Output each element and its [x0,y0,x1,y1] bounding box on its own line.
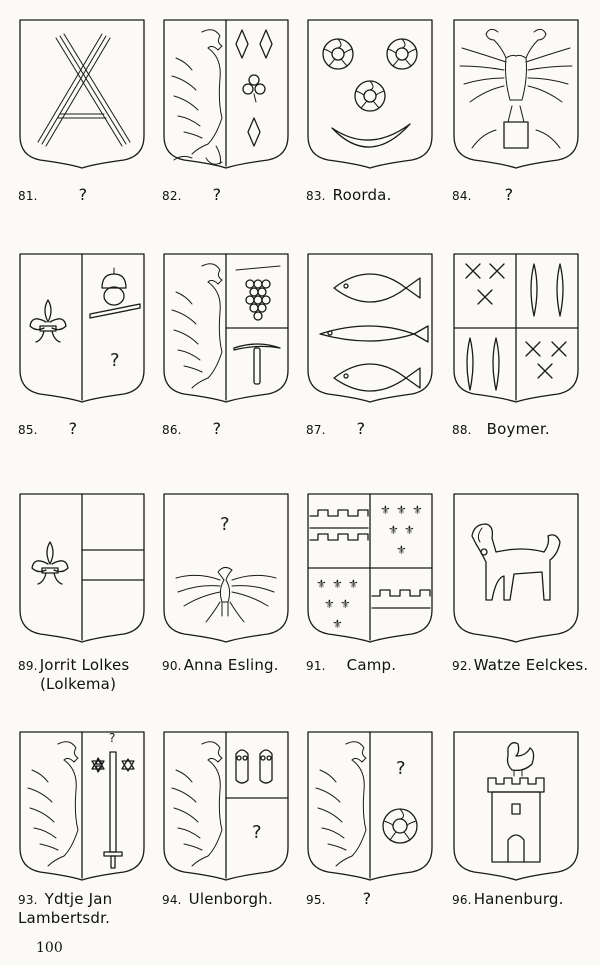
caption-82: 82. ? [162,185,222,204]
fleurs-q2 [380,503,423,557]
fleur-de-lis [32,542,68,584]
half-eagle [172,742,222,866]
fish-q3 [467,338,499,390]
shield-85 [18,252,146,402]
unknown-mark: ? [252,822,262,843]
unknown-mark: ? [110,350,120,371]
svg-text:⚜: ⚜ [412,503,423,517]
shield-92 [452,492,580,642]
shield-82 [162,18,290,168]
acorn-and-branch [90,268,140,318]
grapes [236,266,280,320]
caption-88: 88. Boymer. [452,420,550,438]
shield-96 [452,730,580,880]
shield-87 [306,252,434,402]
caption-84: 84. ? [452,185,514,204]
svg-text:⚜: ⚜ [332,617,343,631]
saltires-q4 [526,342,566,378]
crescent [332,124,410,147]
shield-86 [162,252,290,402]
lozenges-and-trefoil [236,30,272,146]
svg-text:⚜: ⚜ [396,543,407,557]
caption-90: 90. Anna Esling. [162,656,279,674]
svg-text:⚜: ⚜ [340,597,351,611]
shield-84 [452,18,580,168]
flatfish-top [334,274,420,302]
caption-91: 91. Camp. [306,656,397,674]
caption-83: 83. Roorda. [306,186,392,204]
half-eagle [172,264,222,388]
embattled-q4 [372,590,430,608]
shield-91 [306,492,434,642]
svg-text:⚜: ⚜ [380,503,391,517]
caption-81: 81. ? [18,185,88,204]
dog [472,524,560,600]
half-eagle [172,30,222,165]
shield-94 [162,730,290,880]
svg-text:⚜: ⚜ [316,577,327,591]
fleur-de-lis [30,300,66,342]
saltires-q1 [466,264,504,304]
caption-85: 85. ? [18,419,78,438]
caption-92: 92. Watze Eelckes. [452,656,589,674]
roses [323,39,417,111]
rose [383,809,417,843]
fleurs-q3 [316,577,359,631]
unknown-mark: ? [220,514,230,535]
caption-95: 95. ? [306,889,372,908]
shield-88 [452,252,580,402]
charge-crossed-staves [38,34,130,146]
stars [92,758,134,772]
embattled-q1 [310,510,368,540]
shield-95 [306,730,434,880]
svg-text:?: ? [109,731,116,745]
caption-96: 96. Hanenburg. [452,890,564,908]
caption-89: 89. Jorrit Lolkes (Lolkema) [18,656,130,693]
caption-86: 86. ? [162,419,222,438]
svg-text:⚜: ⚜ [388,523,399,537]
shield-93 [18,730,146,880]
caption-87: 87. ? [306,419,366,438]
double-headed-eagle [460,29,572,148]
pickaxe [234,344,280,384]
shield-83 [306,18,434,168]
unknown-mark: ? [396,758,406,779]
svg-text:⚜: ⚜ [324,597,335,611]
caption-93: 93. Ydtje Jan Lambertsdr. [18,890,113,927]
svg-text:⚜: ⚜ [348,577,359,591]
page-number: 100 [36,940,63,956]
flatfish-bottom [334,364,420,391]
shield-89 [18,492,146,642]
sword [104,731,122,868]
svg-text:⚜: ⚜ [396,503,407,517]
tower [488,778,544,862]
eagle [176,567,276,622]
half-eagle [28,742,78,866]
svg-text:⚜: ⚜ [332,577,343,591]
half-eagle [316,742,366,866]
caption-94: 94. Ulenborgh. [162,890,273,908]
svg-text:⚜: ⚜ [404,523,415,537]
shield-90 [162,492,290,642]
owls [236,750,272,783]
herring [320,326,428,342]
shield-81 [18,18,146,168]
rooster [508,743,534,776]
fish-q2 [531,264,563,316]
